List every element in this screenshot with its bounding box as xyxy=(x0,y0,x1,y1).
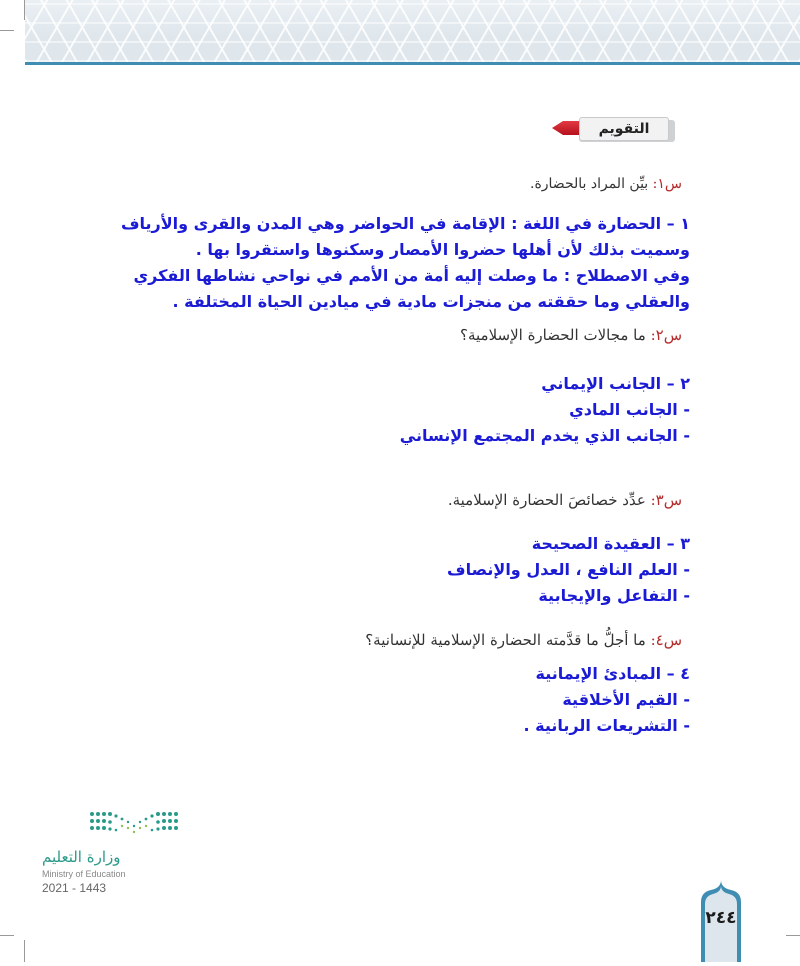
answer-line: - التفاعل والإيجابية xyxy=(538,586,690,605)
answer-2 xyxy=(400,371,690,449)
logo-arabic: وزارة التعليم xyxy=(42,848,121,866)
answer-line: - العلم النافع ، العدل والإنصاف xyxy=(447,560,690,579)
question-3 xyxy=(448,491,682,509)
answer-line: والعقلي وما حققته من منجزات مادية في ميادين الحياة المختلفة . xyxy=(172,292,690,311)
answer-line: - القيم الأخلاقية xyxy=(562,690,690,709)
ministry-logo xyxy=(40,810,190,900)
answer-line: - الجانب الذي يخدم المجتمع الإنساني xyxy=(399,426,690,445)
logo-dots-icon xyxy=(88,810,180,838)
answer-line: ١ – الحضارة في اللغة : الإقامة في الحواضر وهي المدن والقرى والأرياف xyxy=(120,214,690,233)
question-number: س١: xyxy=(652,176,682,192)
header-banner xyxy=(25,0,800,65)
answer-line: ٣ – العقيدة الصحيحة xyxy=(531,534,690,553)
question-text: ما أجلُّ ما قدَّمته الحضارة الإسلامية للإنسانية؟ xyxy=(365,631,646,649)
answer-1 xyxy=(121,211,690,315)
answer-line: وفي الاصطلاح : ما وصلت إليه أمة من الأمم في نواحي نشاطها الفكري xyxy=(133,266,690,285)
logo-english: Ministry of Education xyxy=(42,869,126,879)
crop-mark xyxy=(786,935,800,936)
answer-line: ٤ – المبادئ الإيمانية xyxy=(535,664,690,683)
answer-4 xyxy=(523,661,690,739)
crop-mark xyxy=(0,935,14,936)
crop-mark xyxy=(24,940,25,962)
question-text: ما مجالات الحضارة الإسلامية؟ xyxy=(460,326,646,344)
section-title xyxy=(552,117,675,143)
question-1 xyxy=(530,176,682,192)
answer-line: - التشريعات الربانية . xyxy=(523,716,690,735)
question-number: س٣: xyxy=(650,491,682,509)
page-number: ٢٤٤ xyxy=(705,908,737,928)
question-text: بيِّن المراد بالحضارة. xyxy=(530,176,649,192)
question-number: س٢: xyxy=(650,326,682,344)
answer-line: ٢ – الجانب الإيماني xyxy=(541,374,690,393)
answer-line: وسميت بذلك لأن أهلها حضروا الأمصار وسكنوها واستقروا بها . xyxy=(195,240,690,259)
page-number-badge xyxy=(697,880,745,962)
question-2 xyxy=(460,326,682,344)
answer-3 xyxy=(447,531,690,609)
logo-year: 2021 - 1443 xyxy=(42,881,107,895)
crop-mark xyxy=(0,30,14,31)
answer-line: - الجانب المادي xyxy=(569,400,690,419)
question-number: س٤: xyxy=(650,631,682,649)
question-text: عدِّد خصائصَ الحضارة الإسلامية. xyxy=(447,491,646,509)
question-4 xyxy=(365,631,682,649)
section-title-label: التقويم xyxy=(579,117,669,141)
